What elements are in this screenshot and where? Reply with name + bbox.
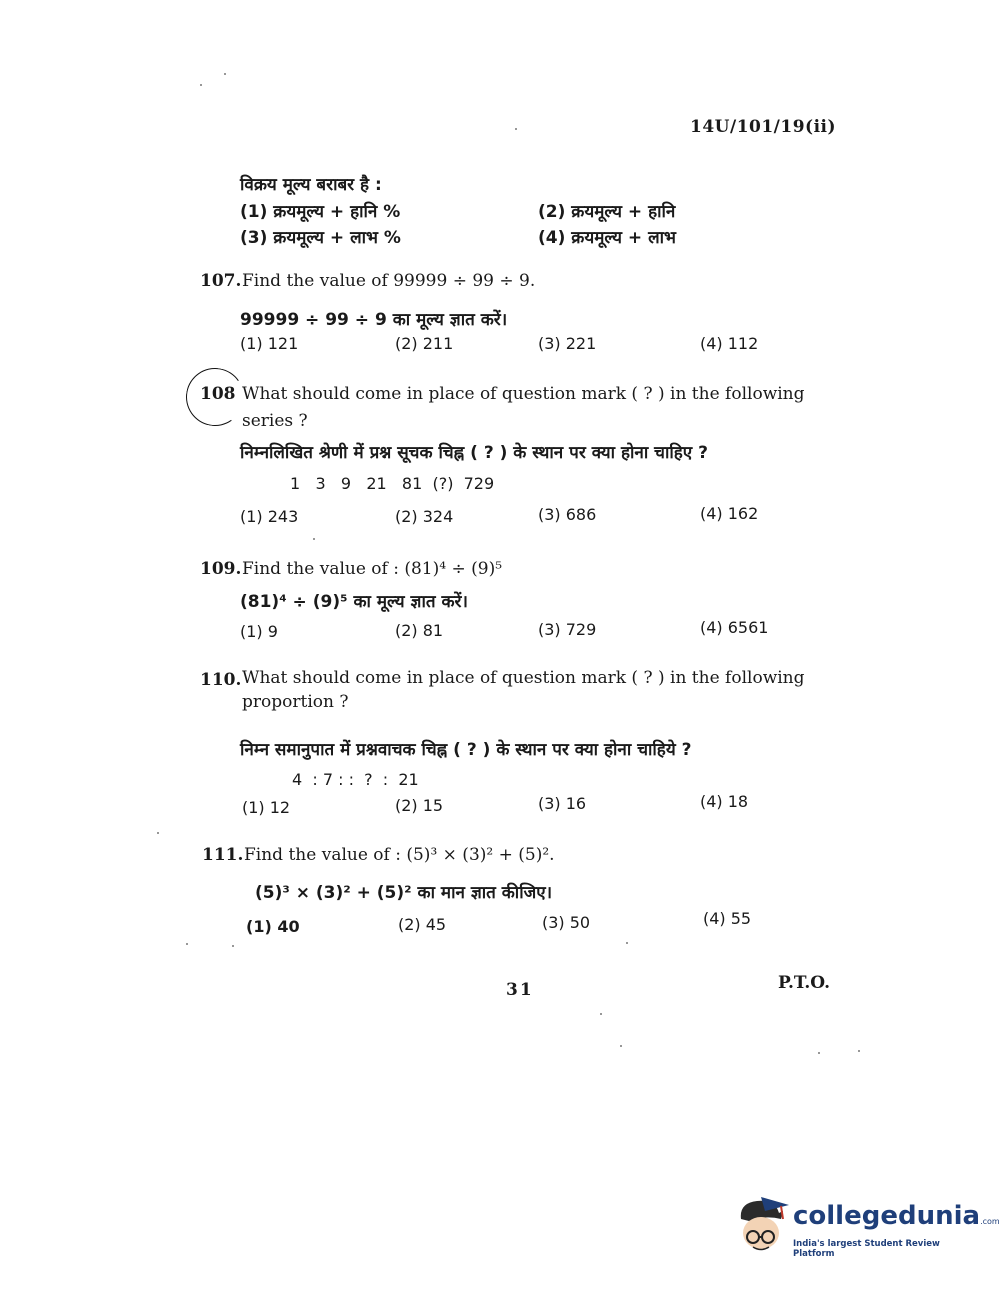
mascot-icon [735,1195,791,1257]
logo-wordmark: collegedunia.com [793,1201,1000,1231]
q107-stem-english: Find the value of 99999 ÷ 99 ÷ 9. [242,271,536,291]
q108-option-3: (3) 686 [538,505,597,524]
logo-tagline: India's largest Student Review Platform [793,1239,940,1259]
q110-option-4: (4) 18 [700,792,749,811]
q109-option-3: (3) 729 [538,620,597,639]
paper-code: 14U/101/19(ii) [690,117,837,137]
q108-stem-english-2: series ? [242,411,308,431]
q107-option-1: (1) 121 [240,334,299,353]
q110-option-2: (2) 15 [395,796,444,815]
q110-number: 110. [200,670,242,690]
q110-option-3: (3) 16 [538,794,587,813]
q110-option-1: (1) 12 [242,798,291,817]
q108-series: 1 3 9 21 81 (?) 729 [290,474,495,493]
pto-label: P.T.O. [778,973,830,993]
q110-stem-english-2: proportion ? [242,692,349,712]
collegedunia-logo [735,1195,1000,1265]
q111-option-2: (2) 45 [398,915,447,934]
q106-option-3: (3) क्रयमूल्य + लाभ % [240,228,401,248]
q108-number: 108 [200,384,236,404]
q108-stem-english: What should come in place of question mark ( ? ) in the following [242,384,805,404]
q109-number: 109. [200,559,242,579]
q108-option-1: (1) 243 [240,507,299,526]
page-number: 31 [506,980,534,1000]
q110-stem-hindi: निम्न समानुपात में प्रश्नवाचक चिह्न ( ? ) के स्थान पर क्या होना चाहिये ? [240,740,692,760]
q106-option-1: (1) क्रयमूल्य + हानि % [240,202,401,222]
q109-option-1: (1) 9 [240,622,278,641]
q111-option-4: (4) 55 [703,909,752,928]
q108-stem-hindi: निम्नलिखित श्रेणी में प्रश्न सूचक चिह्न ( ? ) के स्थान पर क्या होना चाहिए ? [240,443,708,463]
q108-option-2: (2) 324 [395,507,454,526]
q107-stem-hindi: 99999 ÷ 99 ÷ 9 का मूल्य ज्ञात करें। [240,310,508,330]
q111-stem-hindi: (5)³ × (3)² + (5)² का मान ज्ञात कीजिए। [255,883,553,903]
q111-stem-english: Find the value of : (5)³ × (3)² + (5)². [244,845,555,865]
q106-option-4: (4) क्रयमूल्य + लाभ [538,228,676,248]
q108-option-4: (4) 162 [700,504,759,523]
q109-option-4: (4) 6561 [700,618,769,637]
q109-stem-english: Find the value of : (81)⁴ ÷ (9)⁵ [242,559,503,579]
q107-option-3: (3) 221 [538,334,597,353]
q107-number: 107. [200,271,242,291]
q107-option-4: (4) 112 [700,334,759,353]
q106-stem-hindi: विक्रय मूल्य बराबर है : [240,175,382,195]
q111-option-3: (3) 50 [542,913,591,932]
q111-option-1: (1) 40 [246,917,300,936]
q111-number: 111. [202,845,244,865]
q107-option-2: (2) 211 [395,334,454,353]
q106-option-2: (2) क्रयमूल्य + हानि [538,202,676,222]
q110-stem-english: What should come in place of question mark ( ? ) in the following [242,668,805,688]
q110-proportion: 4 : 7 : : ? : 21 [292,770,419,789]
q109-stem-hindi: (81)⁴ ÷ (9)⁵ का मूल्य ज्ञात करें। [240,592,468,612]
q109-option-2: (2) 81 [395,621,444,640]
